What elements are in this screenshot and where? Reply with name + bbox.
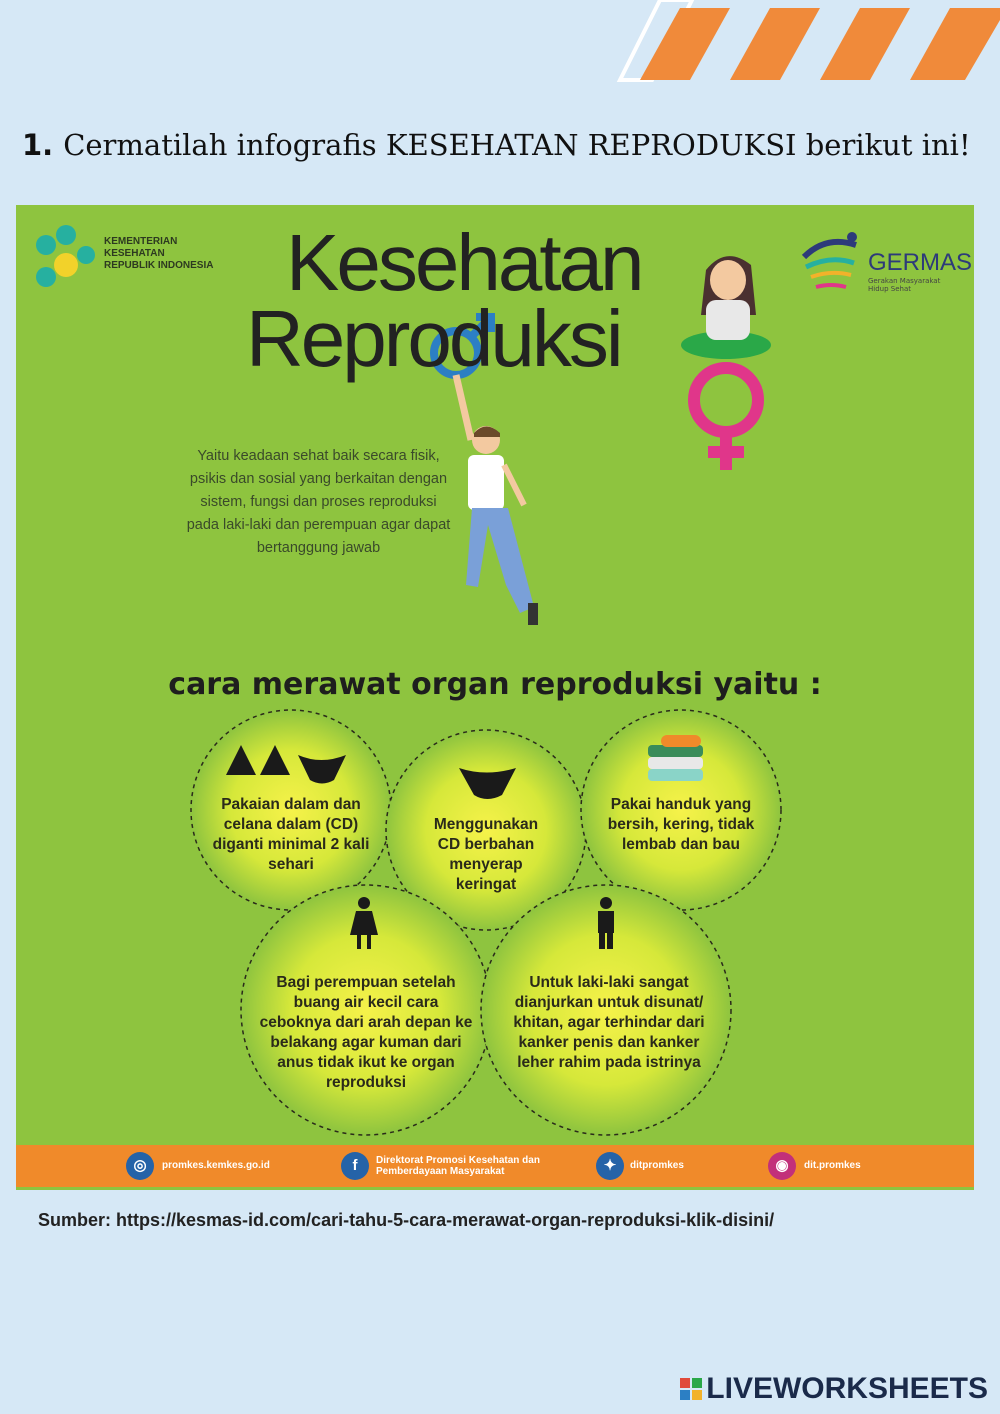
female-symbol-icon <box>694 368 758 470</box>
instagram-icon: ◉ <box>768 1152 796 1180</box>
germas-logo-icon <box>804 232 857 287</box>
facebook-icon: f <box>341 1152 369 1180</box>
girl-illustration-icon <box>681 256 771 359</box>
tip-male-circumcision: Untuk laki-laki sangat dianjurkan untuk disunat/ khitan, agar terhindar dari kanker penis dan kanker leher rahim pada istrinya <box>513 974 705 1071</box>
tip-absorbent-underwear: Menggunakan CD berbahan menyerap keringat <box>433 816 539 893</box>
footer-facebook: Direktorat Promosi Kesehatan dan Pemberdayaan Masyarakat <box>376 1155 540 1177</box>
infographic-poster <box>16 205 974 1190</box>
germas-tagline: Gerakan Masyarakat Hidup Sehat <box>868 277 941 293</box>
definition-text: Yaitu keadaan sehat baik secara fisik, psikis dan sosial yang berkaitan dengan sistem, fungsi dan proses reproduksi pada laki-laki dan perempuan agar dapat bertanggung jawab <box>186 448 451 556</box>
footer-instagram: dit.promkes <box>804 1160 861 1171</box>
source-citation: Sumber: https://kesmas-id.com/cari-tahu-5-cara-merawat-organ-reproduksi-klik-disini/ <box>38 1210 775 1230</box>
footer-twitter: ditpromkes <box>630 1160 684 1171</box>
poster-footer <box>16 1145 974 1187</box>
boy-illustration-icon <box>456 375 538 625</box>
chevron-decoration <box>580 0 1000 90</box>
question-text: Cermatilah infografis KESEHATAN REPRODUKSI berikut ini! <box>63 128 971 162</box>
question-heading <box>22 128 971 162</box>
care-subtitle: cara merawat organ reproduksi yaitu : <box>168 667 822 702</box>
poster-title-line2: Reproduksi <box>246 294 621 383</box>
twitter-icon: ✦ <box>596 1152 624 1180</box>
globe-icon: ◎ <box>126 1152 154 1180</box>
tip-underwear-change: Pakaian dalam dan celana dalam (CD) diganti minimal 2 kali sehari <box>212 796 370 873</box>
poster-title-line1: Kesehatan <box>286 218 642 307</box>
tip-clean-towel: Pakai handuk yang bersih, kering, tidak lembab dan bau <box>607 796 755 853</box>
footer-website: promkes.kemkes.go.id <box>162 1160 270 1171</box>
tip-female-hygiene: Bagi perempuan setelah buang air kecil cara ceboknya dari arah depan ke belakang agar kuman dari anus tidak ikut ke organ reproduksi <box>259 974 473 1091</box>
liveworksheets-brand <box>680 1372 988 1406</box>
question-number: 1. <box>22 128 54 162</box>
germas-logo-text: GERMAS <box>868 249 973 276</box>
ministry-name: KEMENTERIAN KESEHATAN REPUBLIK INDONESIA <box>104 236 214 271</box>
brand-text: LIVEWORKSHEETS <box>706 1372 988 1405</box>
ministry-logo-icon <box>36 225 95 287</box>
liveworksheets-logo-icon <box>680 1378 702 1402</box>
